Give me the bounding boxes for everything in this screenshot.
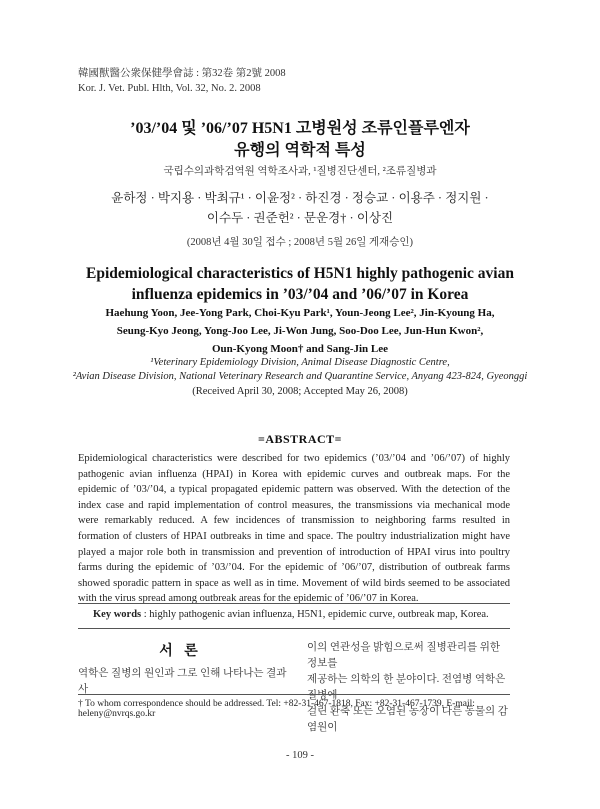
english-title-line-1: Epidemiological characteristics of H5N1 highly pathogenic avian (86, 265, 514, 282)
korean-title-line-1: ’03/’04 및 ’06/’07 H5N1 고병원성 조류인플루엔자 (130, 120, 470, 137)
english-received-dates: (Received April 30, 2008; Accepted May 26, 2008) (192, 386, 408, 397)
korean-affiliation: 국립수의과학검역원 역학조사과, ¹질병진단센터, ²조류질병과 (163, 166, 437, 177)
abstract-body: Epidemiological characteristics were described for two epidemics (’03/’04 and ’06/’07) of highly pathogenic avian influenza (HPAI) in Korea with epidemic curves and outbreak maps. For the epidemic of ’03/’04, a typical propagated epidemic pattern was observed. With the detection of the index case and rapid implementation of control measures, the transmissions via mechanical mode were remarkably reduced. A few incidences of transmission to neighboring farms resulted in formation of clusters of HPAI outbreaks in time and space. The poultry industrialization might have played a major role both in transmission and prevention of introduction of HPAI virus into poultry farms during the epidemic of ’03/’04. For the epidemic of ’06/’07, distribution of outbreak farms showed sporadic pattern in space as well as in time. Movement of wild birds seemed to be associated with the virus spread among outbreak areas for the epidemic of ’06/’07 in Korea. (78, 453, 510, 605)
english-authors-line-2: Seung-Kyo Jeong, Yong-Joo Lee, Ji-Won Jung, Soo-Doo Lee, Jun-Hun Kwon², (116, 325, 484, 337)
english-title (0, 263, 600, 305)
keywords-label: Key words (93, 609, 142, 620)
english-affiliation-line-1: ¹Veterinary Epidemiology Division, Animal Disease Diagnostic Centre, (150, 357, 450, 368)
korean-authors (0, 188, 600, 228)
korean-title-line-2: 유행의 역학적 특성 (234, 142, 366, 159)
keywords (93, 609, 513, 620)
english-authors-line-3: Oun-Kyong Moon† and Sang-Jin Lee (211, 343, 389, 355)
english-affiliation (0, 356, 600, 384)
korean-authors-line-2: 이수두 · 권준헌² · 문운경† · 이상진 (206, 211, 394, 225)
english-affiliation-line-2: ²Avian Disease Division, National Veterinary Research and Quarantine Service, Anyang 423-824, Gyeonggi (72, 371, 528, 382)
introduction-right-column (307, 640, 512, 736)
english-authors-line-1: Haehung Yoon, Jee-Yong Park, Choi-Kyu Park¹, Youn-Jeong Lee², Jin-Kyoung Ha, (105, 307, 495, 319)
journal-korean-line: 韓國獸醫公衆保健學會誌 : 第32卷 第2號 2008 (78, 68, 286, 79)
korean-authors-line-1: 윤하정 · 박지용 · 박최규¹ · 이윤정² · 하진경 · 정승교 · 이용주 · 정지원 · (111, 191, 489, 205)
keywords-list: : highly pathogenic avian influenza, H5N1, epidemic curve, outbreak map, Korea. (141, 609, 489, 620)
introduction-heading: 서 론 (159, 644, 202, 659)
journal-header (78, 66, 286, 96)
introduction-right-line-1: 이의 연관성을 밝힘으로써 질병관리를 위한 정보를 (307, 642, 501, 669)
english-authors (0, 304, 600, 358)
introduction-right-line-2: 제공하는 의학의 한 분야이다. 전염병 역학은 질병에 (307, 674, 506, 701)
korean-received-dates: (2008년 4월 30일 접수 ; 2008년 5월 26일 게재승인) (186, 237, 414, 248)
footnote-rule (78, 694, 510, 695)
keywords-bottom-rule (78, 628, 510, 629)
keywords-top-rule (78, 603, 510, 604)
abstract-heading: =ABSTRACT= (257, 432, 343, 446)
introduction-left-column: 역학은 질병의 원인과 그로 인해 나타나는 결과 사 (78, 668, 287, 695)
journal-english-line: Kor. J. Vet. Publ. Hlth, Vol. 32, No. 2. 2008 (78, 83, 261, 94)
english-title-line-2: influenza epidemics in ’03/’04 and ’06/’07 in Korea (131, 286, 469, 303)
correspondence-footnote: † To whom correspondence should be addressed. Tel: +82-31-467-1818, Fax: +82-31-467-1739, E-mail: heleny@nvrqs.go.kr (78, 699, 475, 719)
introduction-right-line-3: 걸린 환축 또는 오염된 농장이 다른 동물의 감염원이 (307, 706, 508, 733)
page-number: - 109 - (286, 750, 314, 761)
korean-title (0, 118, 600, 162)
